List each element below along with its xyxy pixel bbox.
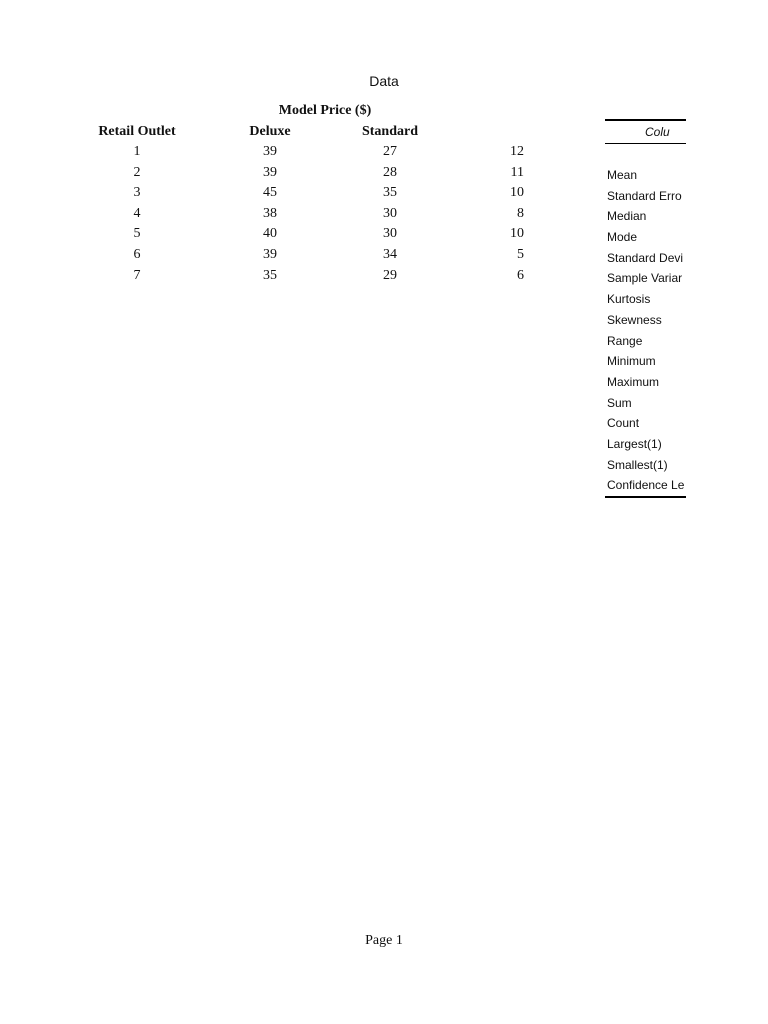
cell-economy: 12: [510, 144, 524, 159]
table-row: [0, 144, 600, 165]
cell-economy: 10: [510, 185, 524, 201]
table-row: [0, 185, 600, 206]
stat-label: Smallest(1): [607, 457, 668, 472]
stat-label: Skewness: [607, 312, 662, 327]
table-row: [0, 268, 600, 289]
cell-deluxe: 45: [263, 185, 277, 201]
stat-label: Maximum: [607, 374, 660, 389]
cell-deluxe: 38: [263, 205, 277, 221]
stats-spacer: [605, 144, 686, 165]
cell-outlet: 7: [133, 267, 141, 283]
cell-standard: 35: [383, 185, 397, 201]
cell-outlet: 2: [133, 164, 141, 180]
cell-outlet: 4: [133, 205, 141, 221]
cell-standard: 29: [383, 267, 397, 283]
cell-standard: 34: [383, 246, 397, 262]
stat-label: Count: [607, 416, 640, 431]
stat-label: Sum: [607, 395, 632, 410]
table-row: [0, 226, 600, 247]
stat-label: Minimum: [607, 354, 656, 369]
cell-standard: 27: [383, 144, 397, 159]
cell-outlet: 6: [133, 246, 141, 262]
cell-economy: 6: [517, 267, 524, 283]
stat-label: Median: [607, 209, 647, 224]
cell-outlet: 5: [133, 226, 141, 242]
page-footer: Page 1: [365, 933, 403, 948]
cell-standard: 30: [383, 205, 397, 221]
cell-deluxe: 39: [263, 246, 277, 262]
stat-label: Mean: [607, 168, 638, 182]
cell-outlet: 1: [133, 144, 141, 159]
cell-standard: 30: [383, 226, 397, 242]
column-header-deluxe: Deluxe: [249, 124, 291, 139]
column-header-retail-outlet: Retail Outlet: [98, 124, 176, 139]
cell-standard: 28: [383, 164, 397, 180]
stats-column-title: Colu: [605, 121, 686, 144]
cell-economy: 5: [517, 246, 524, 262]
cell-deluxe: 39: [263, 164, 277, 180]
cell-deluxe: 35: [263, 267, 277, 283]
cell-deluxe: 40: [263, 226, 277, 242]
stat-label: Confidence Le: [607, 478, 685, 493]
table-row: [0, 165, 600, 186]
stat-label: Standard Erro: [607, 188, 682, 203]
table-row: [0, 247, 600, 268]
table-row: [0, 206, 600, 227]
stat-label: Largest(1): [607, 436, 662, 451]
column-headers: [0, 124, 600, 142]
stat-label: Sample Variar: [607, 271, 683, 286]
cell-economy: 11: [510, 164, 524, 180]
model-price-heading: Model Price ($): [278, 103, 372, 118]
descriptive-statistics-panel: [605, 119, 686, 498]
stat-label: Range: [607, 333, 643, 348]
cell-economy: 10: [510, 226, 524, 242]
price-table: [0, 144, 600, 288]
cell-economy: 8: [517, 205, 524, 221]
column-header-standard: Standard: [361, 124, 419, 139]
stat-label: Mode: [607, 230, 638, 245]
cell-deluxe: 39: [263, 144, 277, 159]
stat-label: Standard Devi: [607, 250, 684, 265]
stat-label: Kurtosis: [607, 292, 651, 307]
page-header: Data: [369, 73, 399, 89]
cell-outlet: 3: [133, 185, 141, 201]
stats-bottom-rule: [605, 496, 686, 498]
